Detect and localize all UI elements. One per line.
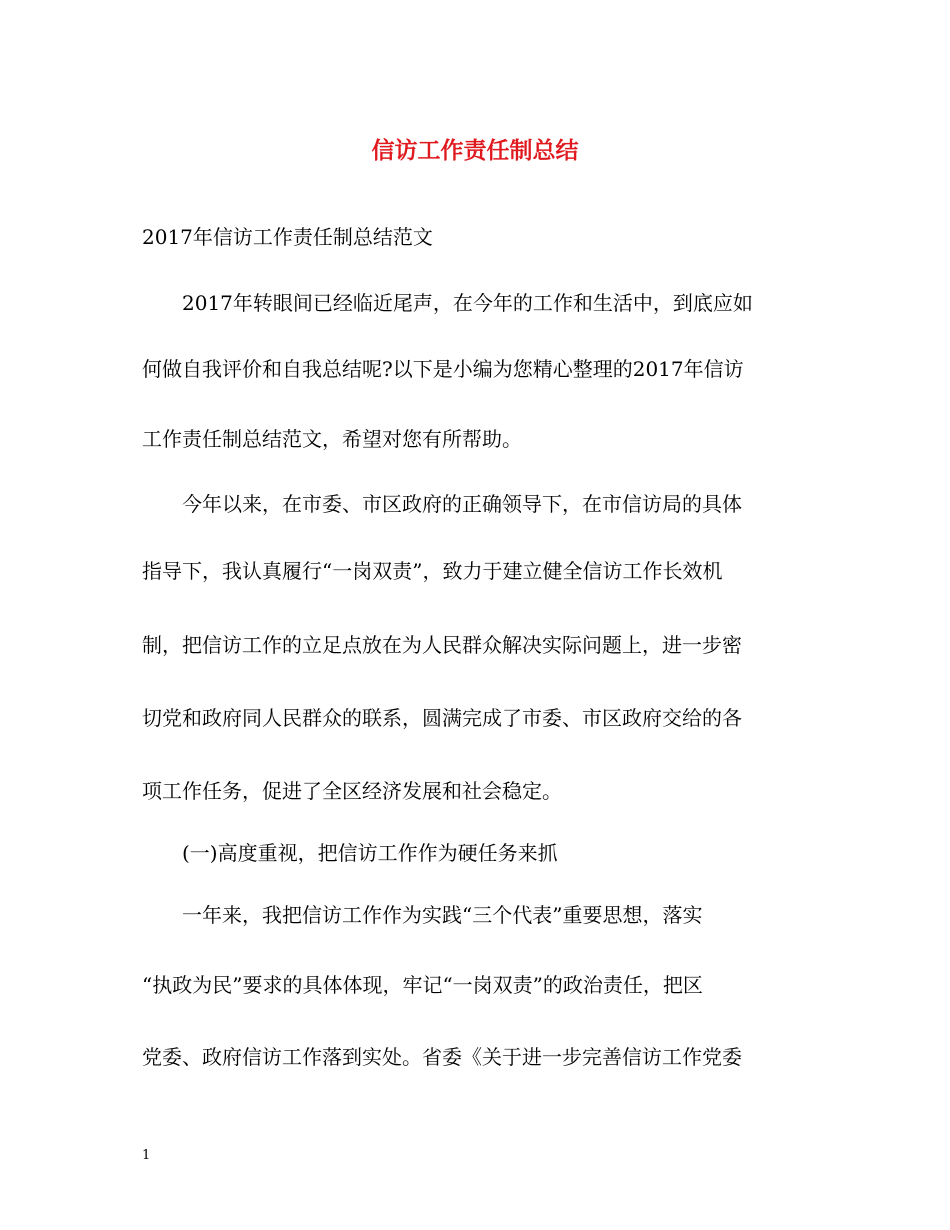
paragraph-line: 项工作任务，促进了全区经济发展和社会稳定。 [142, 779, 562, 803]
paragraph-line: 党委、政府信访工作落到实处。省委《关于进一步完善信访工作党委 [142, 1045, 742, 1069]
paragraph-line: “执政为民”要求的具体体现，牢记“一岗双责”的政治责任，把区 [142, 973, 703, 997]
paragraph-line: 一年来，我把信访工作作为实践“三个代表”重要思想，落实 [182, 903, 703, 927]
paragraph-line: 工作责任制总结范文，希望对您有所帮助。 [142, 427, 522, 451]
subtitle-line: 2017年信访工作责任制总结范文 [142, 225, 433, 249]
paragraph-line: 今年以来，在市委、市区政府的正确领导下，在市信访局的具体 [182, 492, 742, 516]
paragraph-line: 2017年转眼间已经临近尾声，在今年的工作和生活中，到底应如 [182, 291, 753, 315]
paragraph-line: 制，把信访工作的立足点放在为人民群众解决实际问题上，进一步密 [142, 633, 742, 657]
paragraph-line: 指导下，我认真履行“一岗双责”，致力于建立健全信访工作长效机 [142, 559, 723, 583]
paragraph-line: 何做自我评价和自我总结呢?以下是小编为您精心整理的2017年信访 [142, 357, 744, 381]
paragraph-line: 切党和政府同人民群众的联系，圆满完成了市委、市区政府交给的各 [142, 706, 742, 730]
page-number: 1 [142, 1148, 151, 1163]
document-title: 信访工作责任制总结 [371, 137, 579, 164]
section-heading: (一)高度重视，把信访工作作为硬任务来抓 [182, 841, 558, 865]
